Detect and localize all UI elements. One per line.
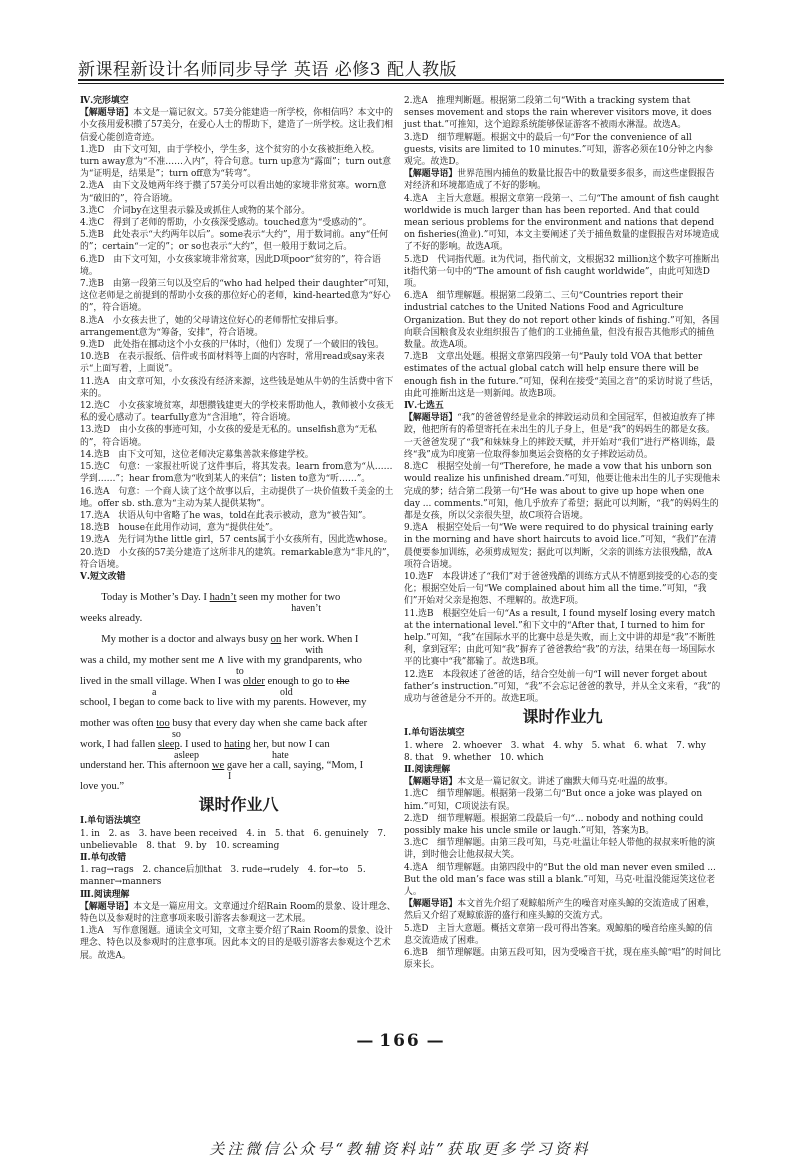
correction-word: so (172, 729, 181, 741)
essay-line (80, 780, 397, 793)
answer-item: 7.选B 文章出处题。根据文章第四段第一句“Pauly told VOA that better estimates of the actual global catch will help ensure there will be enough fish in the future.”可知，保利在接受“美国之音”的采访时说了些话，由此可推断出这是一则新闻。故选B项。 (404, 352, 719, 399)
answer-item: 12.选E 本段叙述了爸爸的话，结合空处前一句“I will never forget about father’s instruction.”可知，“我”不会忘记爸爸的教导，并从全文来看，“我”的成功与爸爸是分不开的。故选E项。 (404, 669, 721, 704)
essay-text: her work. When I (281, 634, 359, 646)
page-number-value: 166 (379, 1031, 421, 1051)
guide-text: “我”的爸爸曾经是业余的摔跤运动员和全国冠军，但被迫放弃了摔跤，他把所有的希望寄托在未出生的儿子身上，但是“我”的妈妈生的都是女孩。一天爸爸发现了“我”和妹妹身上的摔跤天赋，并开始对“我们”进行严格训练，最终“我”成为印度第一位取得参加奥运会资格的女子摔跤运动员。 (404, 413, 716, 460)
essay-line (80, 633, 397, 657)
section-title: Ⅰ.单句语法填空 (404, 728, 465, 739)
guide-label: 【解题导语】 (404, 899, 458, 910)
answer-item: 2.选D 细节理解题。根据第二段最后一句“... nobody and nothing could possibly make his uncle smile or laugh.”可知，答案为B。 (404, 813, 704, 836)
answer-item: 10.选F 本段讲述了“我们”对于爸爸残酷的训练方式从不情愿到接受的心态的变化；根据空处后一句“We complained about him all the time.”可知，“我们”开始对父亲是抱怨、不理解的。故选F项。 (404, 571, 718, 607)
answer-list (404, 95, 721, 168)
error-word: older (243, 676, 265, 688)
correction-word: asleep (174, 750, 199, 762)
answer-item: 6.选D 由下文可知，小女孩家境非常贫寒，因此D项poor“贫穷的”，符合语境。 (80, 254, 381, 277)
essay-line (80, 759, 397, 783)
page-header: 新课程新设计名师同步导学 英语 必修3 配人教版 (78, 60, 458, 80)
guide-text: 本文是一篇记叙文。57美分能建造一所学校，你相信吗？本文中的小女孩用爱积攒了57美分，在爱心人士的帮助下，建造了一所学校。这让我们相信爱心能创造奇迹。 (80, 108, 394, 143)
answer-list (404, 788, 721, 898)
answer-item: 11.选A 由文章可知，小女孩没有经济来源，这些钱是她从牛奶的生活费中省下来的。 (80, 376, 394, 399)
error-word: the (336, 676, 350, 688)
answer-item: 4.选C 得到了老师的帮助，小女孩深受感动。touched意为“受感动的”。 (80, 218, 372, 229)
guide-paragraph (404, 168, 721, 192)
essay-text: live with my grandparents, who (224, 655, 362, 667)
error-word: hadn’t (209, 592, 237, 604)
essay-text: was a child, my mother sent me (80, 655, 218, 667)
guide-paragraph (404, 776, 721, 788)
answer-item: 9.选A 根据空处后一句“We were required to do physical training early in the morning and have short haircuts to avoid lice.”可知，“我们”在清晨便要参加训练，必须剪成短发；据此可以判断，父亲的训练方法很残酷，故A项符合语境。 (404, 523, 717, 570)
essay-text: love you.” (80, 781, 125, 793)
answer-item: 2.选A 由下文及她两年终于攒了57美分可以看出她的家境非常贫寒。worn意为“破旧的”，符合语境。 (80, 181, 387, 204)
correction-word: with (305, 645, 323, 657)
correction-word: a (152, 687, 157, 699)
essay-text: My mother is a doctor and always busy (101, 634, 271, 646)
guide-label: 【解题导语】 (80, 901, 134, 912)
guide-paragraph (404, 412, 721, 461)
essay-line (80, 654, 397, 678)
correction-word: I (228, 771, 232, 783)
guide-text: 本文是一篇记叙文。讲述了幽默大师马克·吐温的故事。 (457, 777, 674, 788)
answer-item: 17.选A 状语从句中省略了he was，told在此表示被动，意为“被告知”。 (80, 510, 372, 521)
section-title: Ⅱ.单句改错 (80, 852, 127, 863)
essay-line (80, 591, 397, 615)
answer-item: 1.选C 细节理解题。根据第一段第二句“But once a joke was played on him.”可知，C项说法有误。 (404, 789, 703, 812)
answer-item: 3.选D 细节理解题。根据文中的最后一句“For the convenience of all guests, visits are limited to 10 minutes.”可知，游客必须在10分钟之内参观完。故选D。 (404, 132, 713, 168)
answer-item: 9.选D 此处指在挪动这个小女孩的尸体时，（他们）发现了一个破旧的钱包。 (80, 340, 385, 351)
answer-item: 8.选C 根据空处前一句“Therefore, he made a vow that his unborn son would realize his unfinished dream.”可知，他要让他未出生的儿子实现他未完成的梦；结合第二段第一句“He was about to give up hope when one day ... comments.”可知，他几乎放弃了希望；据此可以判断，“我”的妈妈生的都是女孩，所以父亲很失望，故C项符合语境。 (404, 462, 721, 521)
section-title: Ⅰ.单句语法填空 (80, 816, 141, 827)
answer-item: 3.选C 介词by在这里表示躲及或抓住人或物的某个部分。 (80, 205, 311, 216)
answer-item: 18.选B house在此用作动词，意为“提供住处”。 (80, 523, 279, 534)
answer-item: 19.选A 先行词为the little girl，57 cents属于小女孩所有，因此选whose。 (80, 535, 393, 546)
guide-label: 【解题导语】 (404, 777, 458, 788)
essay-line (80, 717, 397, 741)
correction-word: hate (272, 750, 289, 762)
error-word: we (211, 760, 225, 772)
answer-item: 2.选A 推理判断题。根据第二段第二句“With a tracking system that senses movement and stops the rain wherever visitors move, it does just that.”可推知，这个追踪系统能够保证游客不被雨水淋湿。故选A。 (404, 96, 712, 131)
answer-list (404, 923, 721, 972)
answer-item: 7.选B 由第一段第三句以及空后的“who had helped their daughter”可知，这位老师是之前提到的帮助小女孩的那位好心的老师，kind-hearted意为“好心的”，符合语境。 (80, 279, 395, 314)
section-title: Ⅳ.完形填空 (80, 96, 129, 106)
essay-line (80, 738, 397, 762)
error-correction-essay (80, 591, 397, 793)
answer-item: 8.选A 小女孩去世了，她的父母请这位好心的老师帮忙安排后事。arrangement意为“筹备，安排”，符合语境。 (80, 315, 344, 338)
answer-item: 10.选B 在表示报纸、信件或书面材料等上面的内容时，常用read或say来表示“上面写着，上面说”。 (80, 352, 385, 375)
answer-item: 14.选B 由下文可知，这位老师决定募集善款来修建学校。 (80, 449, 314, 460)
header-rule (78, 79, 724, 81)
essay-text: enough to go to (264, 676, 337, 688)
guide-label: 【解题导语】 (404, 413, 458, 424)
answer-item: 1.选D 由下文可知，由于学校小，学生多，这个贫穷的小女孩被拒绝入校。turn away意为“不准……入内”，符合句意。turn up意为“露面”；turn out意为“证明是，结果是”；turn off意为“转弯”。 (80, 144, 392, 180)
header-rule-thin (78, 83, 724, 84)
essay-text: school, I began to come back to live with my parents. However, my (80, 697, 367, 709)
left-column (80, 95, 397, 962)
error-word: hating (224, 739, 251, 751)
answer-item: 13.选D 由小女孩的事迹可知，小女孩的爱是无私的。unselfish意为“无私的”，符合语境。 (80, 425, 377, 448)
section-title: Ⅴ.短文改错 (80, 571, 126, 582)
essay-text: . I used to (179, 739, 225, 751)
answer-text: 1. rag→rags 2. chance后加that 3. rude→rudely 4. for→to 5. manner→manners (80, 865, 366, 888)
answer-item: 15.选C 句意：一家报社听说了这件事后，将其发表。learn from意为“从……学到……”；hear from意为“收到某人的来信”；listen to意为“听……”。 (80, 462, 393, 485)
essay-text: understand her. This afternoon (80, 760, 212, 772)
answer-item: 6.选A 细节理解题。根据第二段第二、三句“Countries report their industrial catches to the United Nations Food and Agriculture Organization. But they do not report other kinds of fishing.”可知，各国向联合国粮食及农业组织报告了他们的工业捕鱼量，但没有报告其他形式的捕鱼数量。故选A项。 (404, 291, 720, 351)
answer-text: 1.选A 写作意图题。通读全文可知，文章主要介绍了Rain Room的景象、设计理念、特色以及参观时的注意事项。因此本文的目的是吸引游客去参观这个艺术展。故选A。 (80, 926, 393, 961)
answer-item: 16.选A 句意：一个商人读了这个故事以后，主动提供了一块价值数千美金的土地。offer sb. sth.意为“主动为某人提供某物”。 (80, 486, 394, 509)
guide-paragraph (404, 898, 721, 922)
section-title: Ⅱ.阅读理解 (404, 764, 451, 775)
essay-text: work, I had fallen (80, 739, 158, 751)
answer-item: 5.选D 主旨大意题。概括文章第一段可得出答案。观鲸船的噪音给座头鲸的信息交流造成了困难。 (404, 923, 713, 946)
answer-item: 6.选B 细节理解题。由第五段可知，因为受噪音干扰，现在座头鲸“唱”的时间比原来长。 (404, 948, 721, 971)
answer-item: 12.选C 小女孩家境贫寒，却想攒钱建更大的学校来帮助他人，教师被小女孩无私的爱心感动了。tearfully意为“含泪地”，符合语境。 (80, 401, 394, 424)
essay-text: lived in the small village. When I was (80, 676, 244, 688)
essay-line (80, 612, 397, 625)
correction-word: old (280, 687, 293, 699)
essay-text: weeks already. (80, 613, 143, 625)
answer-item: 20.选D 小女孩的57美分建造了这所非凡的建筑。remarkable意为“非凡的”，符合语境。 (80, 547, 396, 570)
answer-item: 3.选C 细节理解题。由第三段可知，马克·吐温让年轻人带他的叔叔来听他的演讲，到时他会让他叔叔大笑。 (404, 838, 715, 861)
answer-item: 5.选B 此处表示“大约两年以后”。some表示“大约”，用于数词前。any“任何的”；certain“一定的”；or so也表示“大约”，但一般用于数词之后。 (80, 230, 389, 253)
essay-text: mother was often (80, 718, 157, 730)
guide-label: 【解题导语】 (404, 169, 458, 180)
guide-label: 【解题导语】 (80, 108, 134, 119)
guide-text: 本文是一篇应用文。文章通过介绍Rain Room的景象、设计理念、特色以及参观时的注意事项来吸引游客去参观这一艺术展。 (80, 901, 396, 924)
guide-paragraph (80, 107, 397, 144)
insert-mark: ∧ (217, 655, 225, 667)
guide-text: 本文首先介绍了观鲸船所产生的噪音对座头鲸的交流造成了困难，然后又介绍了观鲸旅游的盛行和座头鲸的交流方式。 (404, 899, 715, 922)
answer-item: 5.选D 代词指代题。it为代词，指代前文，文根据32 million这个数字可推断出it指代第一句中的“The amount of fish caught worldwide”，由此可知选D项。 (404, 254, 720, 290)
correction-word: haven’t (291, 603, 321, 615)
cloze-answers (80, 144, 397, 571)
answer-list (404, 193, 721, 400)
homework-title: 课时作业九 (522, 707, 603, 727)
answer-item: 4.选A 主旨大意题。根据文章第一段第一、二句“The amount of fish caught worldwide is much larger than has been reported. And that could mean serious problems for the environment and nations that depend on fisheries(渔业).”可知，本文主要阐述了关于捕鱼数量的虚假报告对环境造成了不好的影响。故选A项。 (404, 193, 719, 253)
footer-note: 关注微信公众号“教辅资料站”获取更多学习资料 (209, 1140, 591, 1158)
right-column (404, 95, 721, 971)
answer-item: 11.选B 根据空处后一句“As a result, I found myself losing every match at the international level.”和下文中的“After that, I turned to him for help.”可知，“我”在国际水平的比赛中总是失败，而上文中讲的却是“我”不断胜利，拿到冠军；由此可知“我”摒弃了爸爸教给“我”的方法，结果在每一场国际水平的比赛中“我”都输了。故选B项。 (404, 608, 716, 668)
essay-text: busy that every day when she came back after (169, 718, 368, 730)
essay-line (80, 675, 397, 699)
essay-text: seen my mother for two (236, 592, 341, 604)
correction-word: to (236, 666, 244, 678)
answer-text: 1. where 2. whoever 3. what 4. why 5. what 6. what 7. why 8. that 9. whether 10. which (404, 740, 715, 763)
page-number: — 166 — (356, 1031, 444, 1051)
section-title: Ⅲ.阅读理解 (80, 889, 130, 900)
answer-list (404, 461, 721, 705)
answer-item: 4.选A 细节理解题。由第四段中的“But the old man never even smiled ... But the old man’s face was still a blank.”可知，马克·吐温没能逗笑这位老人。 (404, 862, 716, 897)
answer-text: 1. in 2. as 3. have been received 4. in 5. that 6. genuinely 7. unbelievable 8. that 9. by 10. screaming (80, 828, 386, 851)
guide-paragraph (80, 901, 397, 925)
essay-text: her, but now I can (250, 739, 330, 751)
essay-text: gave her a call, saying, “Mom, I (224, 760, 364, 772)
guide-text: 世界范围内捕鱼的数量比报告中的数量要多很多，而这些虚假报告对经济和环境都造成了不好的影响。 (404, 169, 715, 192)
error-word: too (156, 718, 170, 730)
homework-title: 课时作业八 (198, 795, 279, 815)
essay-text: Today is Mother’s Day. I (101, 592, 210, 604)
error-word: sleep (157, 739, 180, 751)
error-word: on (270, 634, 282, 646)
essay-line (80, 696, 397, 709)
section-title: Ⅳ.七选五 (404, 401, 444, 412)
